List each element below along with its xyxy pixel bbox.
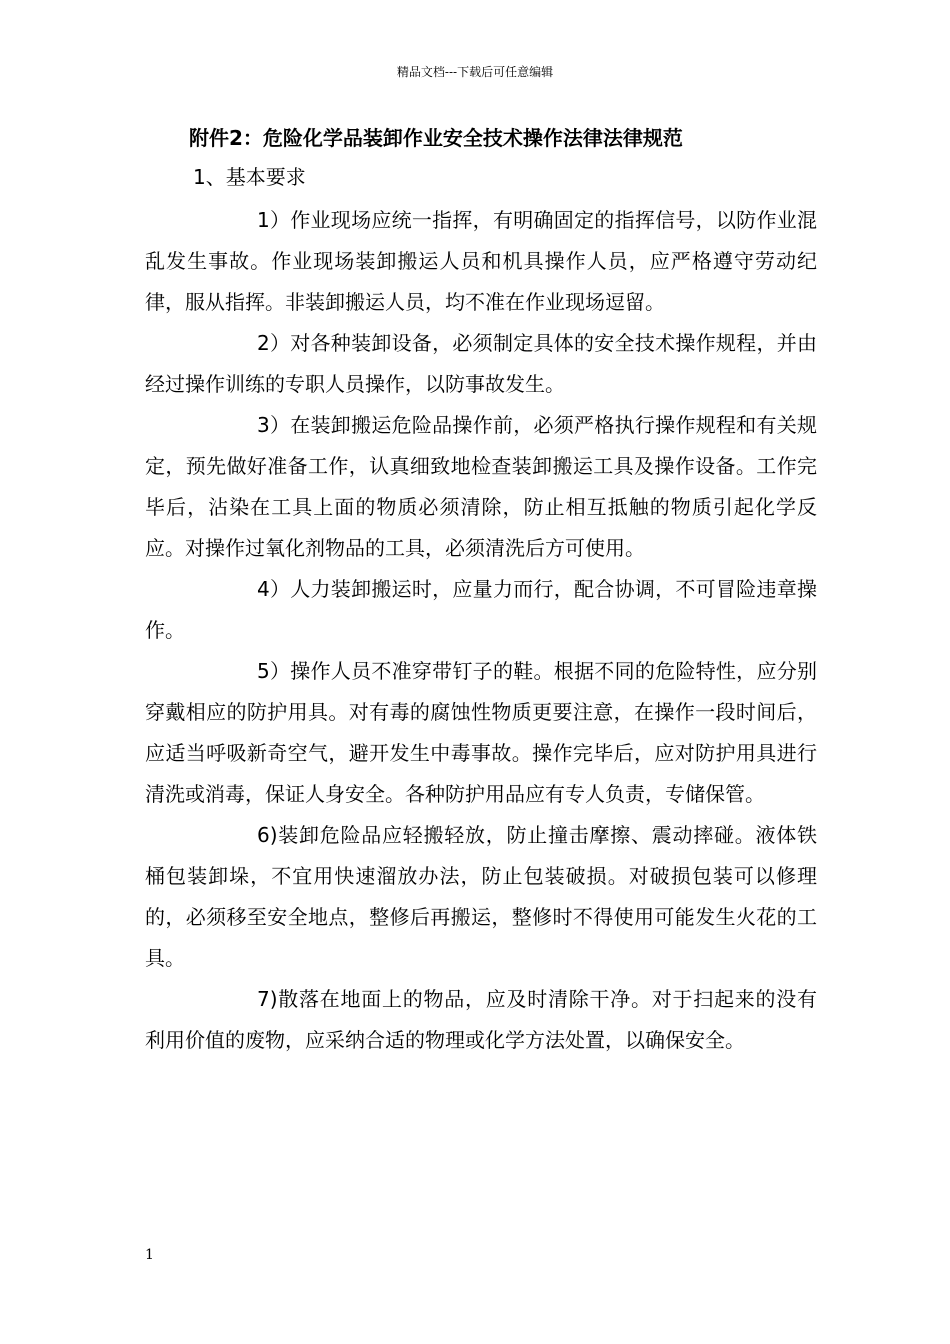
page-number: 1 (145, 1247, 154, 1263)
paragraph-7: 7)散落在地面上的物品，应及时清除干净。对于扫起来的没有利用价值的废物，应采纳合适的物理或化学方法处置，以确保安全。 (145, 987, 817, 1052)
document-body (145, 200, 817, 1061)
section-heading: 1、基本要求 (193, 165, 306, 189)
paragraph-2: 2）对各种装卸设备，必须制定具体的安全技术操作规程，并由经过操作训练的专职人员操作，以防事故发生。 (145, 331, 817, 396)
paragraph-4: 4）人力装卸搬运时，应量力而行，配合协调，不可冒险违章操作。 (145, 577, 817, 642)
paragraph-6: 6)装卸危险品应轻搬轻放，防止撞击摩擦、震动摔碰。液体铁桶包装卸垛，不宜用快速溜放办法，防止包装破损。对破损包装可以修理的，必须移至安全地点，整修后再搬运，整修时不得使用可能发生火花的工具。 (145, 823, 817, 970)
paragraph-1: 1）作业现场应统一指挥，有明确固定的指挥信号，以防作业混乱发生事故。作业现场装卸搬运人员和机具操作人员，应严格遵守劳动纪律，服从指挥。非装卸搬运人员，均不准在作业现场逗留。 (145, 208, 817, 314)
page-header: 精品文档---下载后可任意编辑 (396, 65, 554, 79)
paragraph-3: 3）在装卸搬运危险品操作前，必须严格执行操作规程和有关规定，预先做好准备工作，认真细致地检查装卸搬运工具及操作设备。工作完毕后，沾染在工具上面的物质必须清除，防止相互抵触的物质引起化学反应。对操作过氧化剂物品的工具，必须清洗后方可使用。 (145, 413, 817, 560)
document-title: 附件2：危险化学品装卸作业安全技术操作法律法律规范 (189, 126, 683, 150)
paragraph-5: 5）操作人员不准穿带钉子的鞋。根据不同的危险特性，应分别穿戴相应的防护用具。对有毒的腐蚀性物质更要注意，在操作一段时间后，应适当呼吸新奇空气，避开发生中毒事故。操作完毕后，应对防护用具进行清洗或消毒，保证人身安全。各种防护用品应有专人负责，专储保管。 (145, 659, 817, 806)
